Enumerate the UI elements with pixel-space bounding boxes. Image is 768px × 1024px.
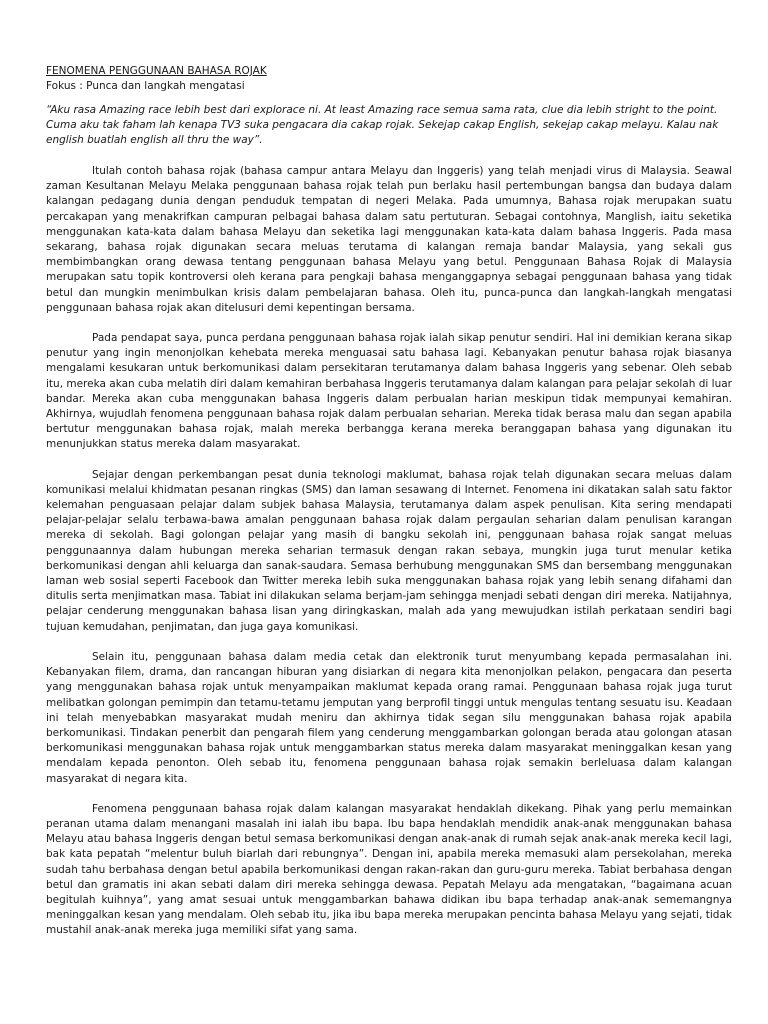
paragraph-5: Fenomena penggunaan bahasa rojak dalam kalangan masyarakat hendaklah dikekang. Pihak yang perlu memainkan peranan utama dalam menangani masalah ini ialah ibu bapa. Ibu bapa hendaklah mendidik anak-anak menggunakan bahasa Melayu atau bahasa Inggeris dengan betul semasa berkomunikasi dengan anak-anak di rumah sejak anak-anak mereka kecil lagi, bak kata pepatah “melentur buluh biarlah dari rebungnya”. Dengan ini, apabila mereka memasuki alam persekolahan, mereka sudah tahu berbahasa dengan betul apabila berkomunikasi dengan rakan-rakan dan guru-guru mereka. Tabiat berbahasa dengan betul dan gramatis ini akan sebati dalam diri mereka sehingga dewasa. Pepatah Melayu ada mengatakan, “bagaimana acuan begitulah kuihnya”, yang amat sesuai untuk menggambarkan bahawa didikan ibu bapa terhadap anak-anak sememangnya meninggalkan kesan yang mendalam. Oleh sebab itu, jika ibu bapa mereka merupakan pencinta bahasa Melayu yang sejati, tidak mustahil anak-anak mereka juga memiliki sifat yang sama. xyxy=(46,802,732,937)
paragraph-3: Sejajar dengan perkembangan pesat dunia teknologi maklumat, bahasa rojak telah digunakan secara meluas dalam komunikasi melalui khidmatan pesanan ringkas (SMS) dan laman sesawang di Internet. Fenomena ini dikatakan salah satu faktor kelemahan penguasaan pelajar dalam subjek bahasa Malaysia, terutamanya dalam aspek penulisan. Kita sering mendapati pelajar-pelajar selalu terbawa-bawa amalan penggunaan bahasa rojak dalam pergaulan seharian dalam penulisan karangan mereka di sekolah. Bagi golongan pelajar yang masih di bangku sekolah ini, penggunaan bahasa rojak sangat meluas penggunaannya dalam hubungan mereka seharian termasuk dengan rakan sebaya, mungkin juga turut menular ketika berkomunikasi dengan ahli keluarga dan sanak-saudara. Semasa berhubung menggunakan SMS dan bersembang menggunakan laman web sosial seperti Facebook dan Twitter mereka lebih suka menggunakan bahasa rojak yang lebih senang difahami dan ditulis serta menjimatkan masa. Tabiat ini dilakukan selama berjam-jam sehingga menjadi sebati dengan diri mereka. Natijahnya, pelajar cenderung menggunakan bahasa lisan yang diringkaskan, malah ada yang mewujudkan istilah perkataan sendiri bagi tujuan kemudahan, penjimatan, dan juga gaya komunikasi. xyxy=(46,468,732,633)
opening-quote: “Aku rasa Amazing race lebih best dari explorace ni. At least Amazing race semua sama rata, clue dia lebih stright to the point. Cuma aku tak faham lah kenapa TV3 suka pengacara dia cakap rojak. Sekejap cakap English, sekejap cakap melayu. Kalau nak english buatlah english all thru the way”. xyxy=(46,104,719,146)
paragraph-1: Itulah contoh bahasa rojak (bahasa campur antara Melayu dan Inggeris) yang telah menjadi virus di Malaysia. Seawal zaman Kesultanan Melayu Melaka penggunaan bahasa rojak telah pun berlaku hasil pertembungan bangsa dan budaya dalam kalangan pedagang dunia dengan penduduk tempatan di negeri Melaka. Pada umumnya, Bahasa rojak merupakan suatu percakapan yang menakrifkan campuran pelbagai bahasa dalam satu pertuturan. Sebagai contohnya, Manglish, iaitu seketika menggunakan kata-kata dalam bahasa Melayu dan seketika lagi menggunakan kata-kata dalam bahasa Inggeris. Pada masa sekarang, bahasa rojak digunakan secara meluas terutama di kalangan remaja bandar Malaysia, yang sekali gus membimbangkan orang dewasa tentang penggunaan bahasa Melayu yang betul. Penggunaan Bahasa Rojak di Malaysia merupakan satu topik kontroversi oleh kerana para pengkaji bahasa menganggapnya sebagai penggunaan bahasa yang tidak betul dan mungkin menimbulkan krisis dalam pembelajaran bahasa. Oleh itu, punca-punca dan langkah-langkah mengatasi penggunaan bahasa rojak akan ditelusuri demi kepentingan bersama. xyxy=(46,165,732,314)
paragraph-4: Selain itu, penggunaan bahasa dalam media cetak dan elektronik turut menyumbang kepada permasalahan ini. Kebanyakan filem, drama, dan rancangan hiburan yang disiarkan di negara kita menonjolkan pelakon, pengacara dan peserta yang menggunakan bahasa rojak untuk menyampaikan maklumat kepada orang ramai. Penggunaan bahasa rojak juga turut melibatkan golongan pemimpin dan tetamu-tetamu jemputan yang berprofil tinggi untuk mengulas tentang sesuatu isu. Keadaan ini telah menyebabkan masyarakat mudah meniru dan akhirnya tidak segan silu menggunakan bahasa rojak apabila berkomunikasi. Tindakan penerbit dan pengarah filem yang cenderung menggambarkan golongan berada atau golongan atasan berkomunikasi menggunakan bahasa rojak untuk menggambarkan status mereka dalam masyarakat meninggalkan kesan yang mendalam kepada penonton. Oleh sebab itu, fenomena penggunaan bahasa rojak semakin berleluasa dalam kalangan masyarakat di negara kita. xyxy=(46,650,732,785)
document-focus: Fokus : Punca dan langkah mengatasi xyxy=(46,80,245,92)
paragraph-2: Pada pendapat saya, punca perdana penggunaan bahasa rojak ialah sikap penutur sendiri. Hal ini demikian kerana sikap penutur yang ingin menonjolkan kehebata mereka menguasai satu bahasa lagi. Kebanyakan penutur bahasa rojak biasanya mengalami kesukaran untuk berkomunikasi dalam persekitaran terutamanya dalam bahasa Inggeris yang sebenar. Oleh sebab itu, mereka akan cuba melatih diri dalam kemahiran berbahasa Inggeris terutamanya dalam kalangan para pelajar sekolah di luar bandar. Mereka akan cuba menggunakan bahasa Inggeris dalam perbualan harian meskipun tidak mempunyai kemahiran. Akhirnya, wujudlah fenomena penggunaan bahasa rojak dalam perbualan seharian. Mereka tidak berasa malu dan segan apabila bertutur menggunakan bahasa rojak, malah mereka berbangga kerana mereka beranggapan bahasa yang digunakan itu menunjukkan status mereka dalam masyarakat. xyxy=(46,332,732,451)
document-title: FENOMENA PENGGUNAAN BAHASA ROJAK xyxy=(46,65,267,77)
